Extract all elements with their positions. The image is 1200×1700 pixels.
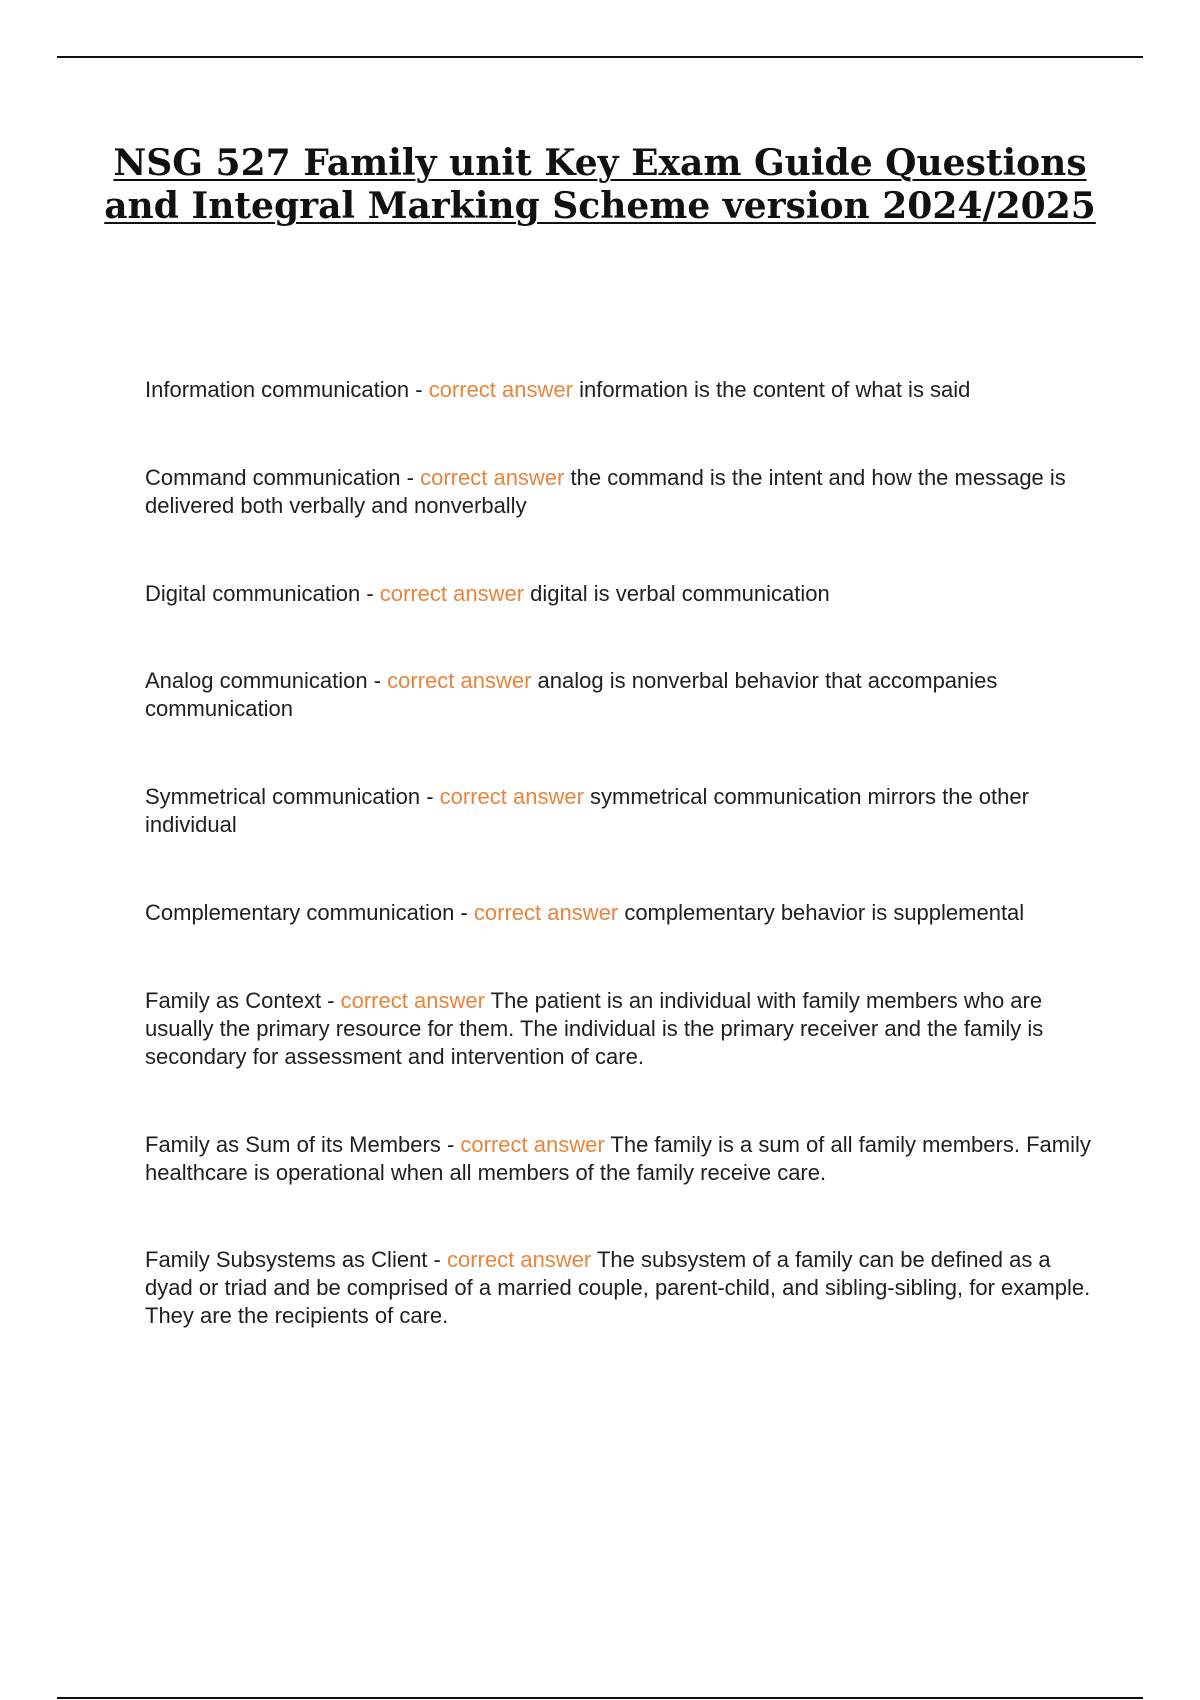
- qa-item: [145, 667, 1095, 723]
- qa-separator: -: [420, 784, 440, 809]
- qa-answer: The family is a sum of all family members. Family healthcare is operational when all members of the family receive care.: [145, 1132, 1091, 1185]
- correct-answer-marker: correct answer: [428, 377, 573, 402]
- qa-separator: -: [409, 377, 429, 402]
- qa-item: [145, 1131, 1095, 1187]
- qa-term: Information communication: [145, 377, 410, 402]
- qa-answer: information is the content of what is said: [579, 377, 971, 402]
- correct-answer-marker: correct answer: [420, 465, 565, 490]
- qa-answer: the command is the intent and how the message is delivered both verbally and nonverbally: [145, 465, 1066, 518]
- qa-term: Symmetrical communication: [145, 784, 421, 809]
- qa-separator: -: [427, 1247, 447, 1272]
- top-divider: [57, 56, 1143, 58]
- qa-separator: -: [367, 668, 388, 693]
- qa-term: Analog communication: [145, 668, 368, 693]
- qa-item: [145, 783, 1095, 839]
- qa-separator: -: [360, 581, 380, 606]
- qa-separator: -: [454, 900, 474, 925]
- qa-item: [145, 580, 1095, 608]
- correct-answer-marker: correct answer: [379, 581, 525, 606]
- qa-answer: digital is verbal communication: [530, 581, 830, 606]
- qa-answer: complementary behavior is supplemental: [624, 900, 1025, 925]
- qa-term: Family Subsystems as Client: [145, 1247, 428, 1272]
- correct-answer-marker: correct answer: [439, 784, 584, 809]
- correct-answer-marker: correct answer: [460, 1132, 605, 1157]
- qa-answer: The subsystem of a family can be defined as a dyad or triad and be comprised of a married couple, parent-child, and sibling-sibling, for example. They are the recipients of care.: [145, 1247, 1091, 1328]
- correct-answer-marker: correct answer: [473, 900, 619, 925]
- qa-item: [145, 376, 1095, 404]
- qa-separator: -: [400, 465, 421, 490]
- correct-answer-marker: correct answer: [446, 1247, 592, 1272]
- qa-term: Family as Sum of its Members: [145, 1132, 441, 1157]
- qa-item: [145, 899, 1095, 927]
- qa-term: Complementary communication: [145, 900, 455, 925]
- document-title: NSG 527 Family unit Key Exam Guide Questions and Integral Marking Scheme version 2024/2025: [104, 142, 1096, 227]
- qa-item: [145, 1246, 1095, 1330]
- qa-answer: analog is nonverbal behavior that accompanies communication: [145, 668, 998, 721]
- qa-term: Digital communication: [145, 581, 361, 606]
- qa-term: Command communication: [145, 465, 401, 490]
- qa-answer: The patient is an individual with family members who are usually the primary resource for them. The individual is the primary receiver and the family is secondary for assessment and intervention of care.: [145, 988, 1044, 1069]
- qa-item: [145, 987, 1095, 1071]
- qa-answer: symmetrical communication mirrors the other individual: [145, 784, 1029, 837]
- correct-answer-marker: correct answer: [340, 988, 485, 1013]
- qa-item: [145, 464, 1095, 520]
- qa-separator: -: [321, 988, 341, 1013]
- bottom-divider: [57, 1697, 1143, 1699]
- qa-separator: -: [440, 1132, 461, 1157]
- correct-answer-marker: correct answer: [387, 668, 532, 693]
- qa-term: Family as Context: [145, 988, 322, 1013]
- qa-list: [145, 376, 1095, 1330]
